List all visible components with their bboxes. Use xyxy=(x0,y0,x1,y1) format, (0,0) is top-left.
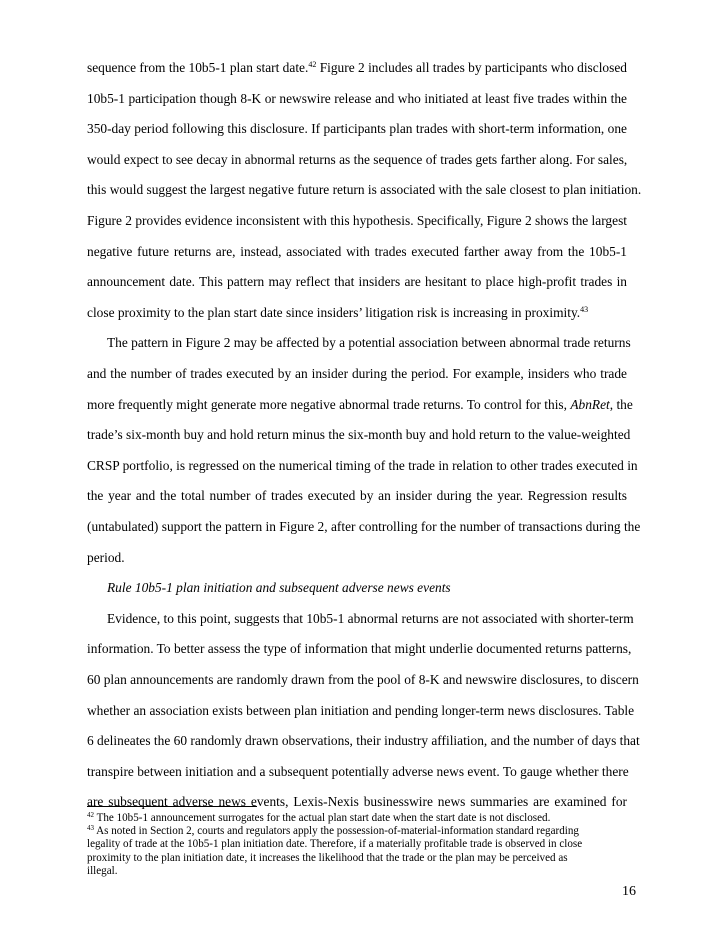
line-text: information. To better assess the type of information that might underlie documented returns patterns, xyxy=(87,641,632,657)
body-line xyxy=(107,335,631,351)
body-line xyxy=(87,274,627,290)
line-text: whether an association exists between plan initiation and pending longer-term news disclosures. Table xyxy=(87,702,635,718)
line-text: negative future returns are, instead, associated with trades executed farther away from the 10b5-1 xyxy=(87,243,627,259)
body-line xyxy=(87,457,638,474)
body-line xyxy=(87,764,627,780)
body-line xyxy=(87,91,627,107)
body-line xyxy=(87,641,632,657)
line-text: CRSP portfolio, is regressed on the numerical timing of the trade in relation to other trades executed in xyxy=(87,457,638,473)
body-line xyxy=(87,427,631,443)
footnote-line xyxy=(87,865,118,878)
footnote-line xyxy=(87,825,579,838)
line-text: sequence from the 10b5-1 plan start date. xyxy=(87,60,309,75)
body-line xyxy=(87,366,627,382)
line-text: 350-day period following this disclosure. If participants plan trades with short-term information, one xyxy=(87,121,627,137)
italic-text: AbnRet xyxy=(570,396,610,412)
line-text: the year and the total number of trades executed by an insider during the year. Regression results xyxy=(87,488,627,504)
line-text: 10b5-1 participation though 8-K or newswire release and who initiated at least five trades within the xyxy=(87,90,627,106)
line-text: Figure 2 includes all trades by participants who disclosed xyxy=(316,60,627,75)
body-line xyxy=(87,244,627,260)
line-text: period. xyxy=(87,549,125,565)
body-line xyxy=(107,611,634,627)
line-text: trade’s six-month buy and hold return minus the six-month buy and hold return to the value-weighted xyxy=(87,427,631,443)
footnote-text: legality of trade at the 10b5-1 plan initiation date. Therefore, if a materially profitable trade is observed in close xyxy=(87,838,583,851)
body-line xyxy=(87,305,588,321)
footnote-rule xyxy=(87,806,257,807)
body-line xyxy=(87,550,125,566)
footnote-text: illegal. xyxy=(87,864,118,877)
line-text: (untabulated) support the pattern in Figure 2, after controlling for the number of transactions during the xyxy=(87,519,641,534)
body-line xyxy=(87,794,627,810)
footnote-line xyxy=(87,812,550,825)
line-text: , the xyxy=(609,396,633,412)
footnote-text: The 10b5-1 announcement surrogates for the actual plan start date when the start date is not disclosed. xyxy=(94,812,551,824)
body-line xyxy=(87,396,633,413)
body-line xyxy=(87,702,635,719)
footnote-line xyxy=(87,838,582,851)
line-text: more frequently might generate more negative abnormal trade returns. To control for this, xyxy=(87,396,571,412)
section-heading xyxy=(107,580,451,596)
line-text: this would suggest the largest negative future return is associated with the sale closest to plan initiation. xyxy=(87,182,642,198)
footnote-text: As noted in Section 2, courts and regulators apply the possession-of-material-information standard regarding xyxy=(94,825,579,838)
line-text: are subsequent adverse news events, Lexis-Nexis businesswire news summaries are examined for xyxy=(87,794,627,810)
line-text: announcement date. This pattern may reflect that insiders are hesitant to place high-profit trades in xyxy=(87,274,627,290)
body-line xyxy=(87,519,641,535)
footnote-marker: 42 xyxy=(87,811,94,819)
line-text: would expect to see decay in abnormal returns as the sequence of trades gets farther along. For sales, xyxy=(87,151,628,167)
body-line xyxy=(87,733,640,749)
page-number: 16 xyxy=(622,884,636,899)
italic-text: Rule 10b5-1 plan initiation and subsequent adverse news events xyxy=(107,580,451,596)
line-text: The pattern in Figure 2 may be affected by a potential association between abnormal trade returns xyxy=(107,335,631,351)
line-text: close proximity to the plan start date since insiders’ litigation risk is increasing in proximity. xyxy=(87,304,581,320)
line-text: and the number of trades executed by an insider during the period. For example, insiders who trade xyxy=(87,366,627,381)
body-line xyxy=(87,121,627,137)
line-text: 6 delineates the 60 randomly drawn observations, their industry affiliation, and the number of days that xyxy=(87,733,640,749)
body-line xyxy=(87,672,639,688)
footnote-marker: 43 xyxy=(87,824,94,833)
footnote-ref: 43 xyxy=(580,304,589,314)
body-line xyxy=(87,213,627,229)
line-text: Figure 2 provides evidence inconsistent with this hypothesis. Specifically, Figure 2 shows the largest xyxy=(87,213,628,228)
footnote-line xyxy=(87,852,568,865)
body-line xyxy=(87,182,642,198)
line-text: Evidence, to this point, suggests that 10b5-1 abnormal returns are not associated with shorter-term xyxy=(107,610,634,626)
body-line xyxy=(87,488,627,504)
line-text: 60 plan announcements are randomly drawn from the pool of 8-K and newswire disclosures, to discern xyxy=(87,672,639,687)
body-line xyxy=(87,60,627,76)
line-text: transpire between initiation and a subsequent potentially adverse news event. To gauge whether there xyxy=(87,763,629,779)
footnote-text: proximity to the plan initiation date, it increases the likelihood that the trade or the plan may be perceived as xyxy=(87,851,568,864)
footnote-ref: 42 xyxy=(308,60,317,69)
body-line xyxy=(87,152,627,168)
